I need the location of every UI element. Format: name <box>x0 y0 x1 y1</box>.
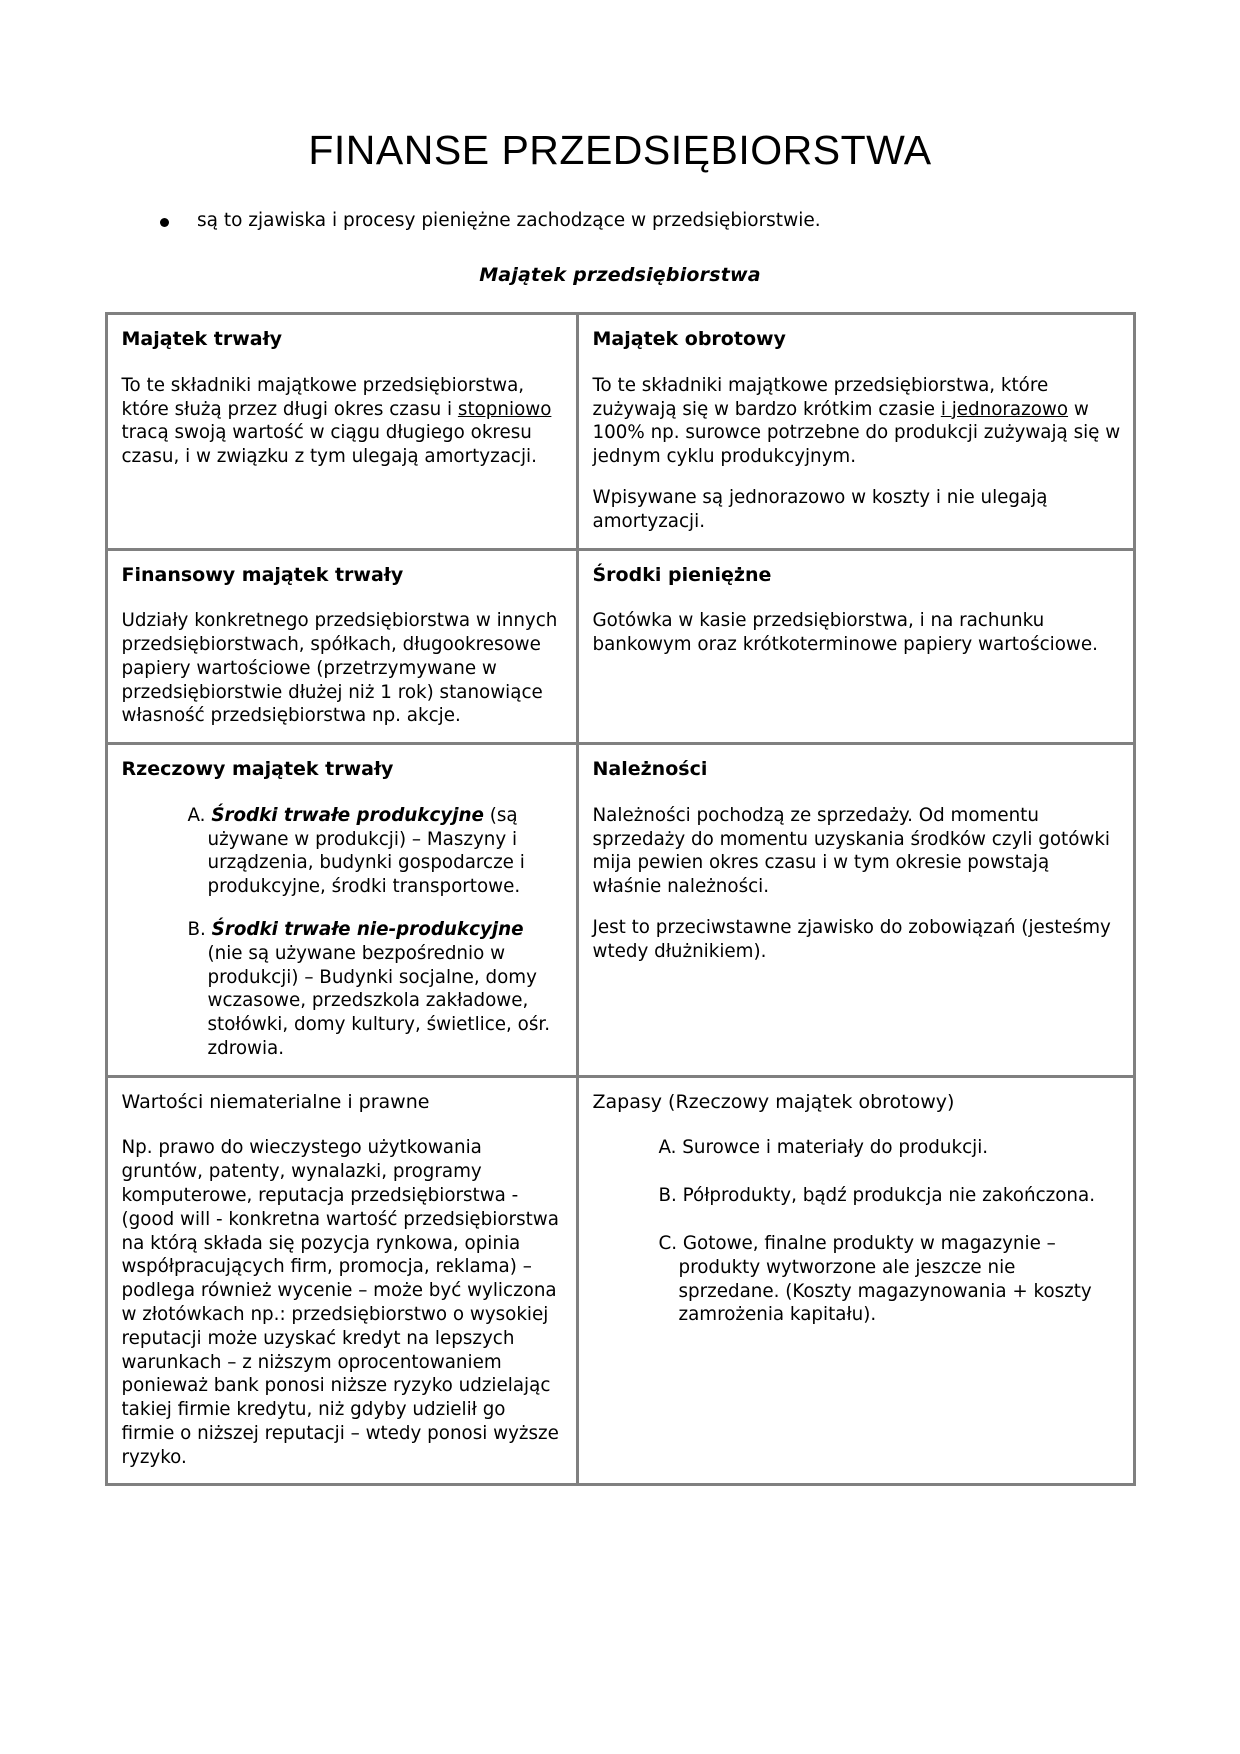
text-run: Należności pochodzą ze sprzedaży. Od momentu sprzedaży do momentu uzyskania środków czyli gotówki mija pewien okres czasu i w tym okresie powstają właśnie należności. <box>592 804 1110 898</box>
text-run: w 100% np. surowce potrzebne do produkcji zużywają się w jednym cyklu produkcyjnym. <box>592 398 1121 468</box>
cell-paragraph <box>593 609 1121 657</box>
text-run: Udziały konkretnego przedsiębiorstwa w innych przedsiębiorstwach, spółkach, długookresowe papiery wartościowe (przetrzymywane w przedsiębiorstwie dłużej niż 1 rok) stanowiące własność przedsiębiorstwa np. akcje. <box>121 610 558 727</box>
table-row <box>106 1076 1134 1485</box>
list-item <box>659 1184 1121 1208</box>
emphasized-term: Środki trwałe produkcyjne <box>211 804 484 826</box>
cell-paragraph <box>593 804 1121 899</box>
underlined-text: i jednorazowo <box>940 398 1069 420</box>
text-run: Półprodukty, bądź produkcja nie zakończona. <box>676 1185 1096 1207</box>
intro-bullet-text: są to zjawiska i procesy pieniężne zachodzące w przedsiębiorstwie. <box>197 210 821 232</box>
text-run: Surowce i materiały do produkcji. <box>676 1137 989 1159</box>
cell-heading: Środki pieniężne <box>592 563 772 586</box>
cell-majatek-obrotowy <box>577 314 1134 549</box>
section-subtitle: Majątek przedsiębiorstwa <box>479 264 761 287</box>
cell-finansowy-majatek-trwaly <box>106 549 577 744</box>
list-item-label: B. <box>658 1185 677 1207</box>
cell-paragraph <box>593 374 1121 469</box>
text-run: To te składniki majątkowe przedsiębiorstwa, które zużywają się w bardzo krótkim czasie <box>592 374 1049 420</box>
cell-heading: Należności <box>592 758 708 781</box>
list-item <box>659 1232 1121 1327</box>
assets-comparison-table <box>105 312 1136 1486</box>
text-run: Jest to przeciwstawne zjawisko do zobowiązań (jesteśmy wtedy dłużnikiem). <box>592 917 1111 962</box>
cell-paragraph <box>122 374 564 469</box>
text-run: Wpisywane są jednorazowo w koszty i nie ulegają amortyzacji. <box>592 486 1048 532</box>
text-run: To te składniki majątkowe przedsiębiorstwa, które służą przez długi okres czasu i <box>121 374 525 420</box>
table-body <box>106 314 1134 1485</box>
cell-paragraph <box>122 609 564 728</box>
bullet-dot-icon <box>160 218 169 227</box>
table-row <box>106 549 1134 744</box>
list-item-label: C. <box>658 1233 678 1255</box>
text-run: Np. prawo do wieczystego użytkowania gruntów, patenty, wynalazki, programy komputerowe, reputacja przedsiębiorstwa - (good will - konkretna wartość przedsiębiorstwa na którą składa się pozycja rynkowa, opinia współpracujących firm, promocja, reklama) – podlega również wycenie – może być wyliczona w złotówkach np.: przedsiębiorstwo o wysokiej reputacji może uzyskać kredyt na lepszych warunkach – z niższym oprocentowaniem ponieważ bank ponosi niższe ryzyko udzielając takiej firmie kredytu, niż gdyby udzielił go firmie o niższej reputacji – wtedy ponosi wyższe ryzyko. <box>121 1137 559 1468</box>
cell-paragraph <box>593 486 1121 534</box>
emphasized-term: Środki trwałe nie-produkcyjne <box>211 919 524 941</box>
text-run: Gotówka w kasie przedsiębiorstwa, i na rachunku bankowym oraz krótkoterminowe papiery wartościowe. <box>592 610 1098 656</box>
cell-heading: Wartości niematerialne i prawne <box>121 1090 430 1113</box>
underlined-text: stopniowo <box>457 398 552 420</box>
list-item <box>188 918 564 1061</box>
table-row <box>106 744 1134 1077</box>
cell-wartosci-niematerialne-i-prawne <box>106 1076 577 1485</box>
cell-heading: Majątek trwały <box>121 328 283 351</box>
text-run: Gotowe, finalne produkty w magazynie – produkty wytworzone ale jeszcze nie sprzedane. (Koszty magazynowania + koszty zamrożenia kapitału). <box>677 1233 1092 1326</box>
page-title: FINANSE PRZEDSIĘBIORSTWA <box>308 127 932 173</box>
intro-bullet-item <box>0 209 1240 234</box>
text-run: (nie są używane bezpośrednio w produkcji) – Budynki socjalne, domy wczasowe, przedszkola zakładowe, stołówki, domy kultury, świetlice, ośr. zdrowia. <box>207 942 551 1059</box>
cell-naleznosci <box>577 744 1134 1077</box>
table-row <box>106 314 1134 549</box>
text-run: (są używane w produkcji) – Maszyny i urządzenia, budynki gospodarcze i produkcyjne, środki transportowe. <box>207 804 525 898</box>
list-item-label: A. <box>658 1137 677 1159</box>
cell-zapasy <box>577 1076 1134 1485</box>
cell-heading: Zapasy (Rzeczowy majątek obrotowy) <box>592 1090 955 1113</box>
text-run: tracą swoją wartość w ciągu długiego okresu czasu, i w związku z tym ulegają amortyzacji. <box>121 422 537 468</box>
cell-heading: Rzeczowy majątek trwały <box>121 758 394 781</box>
cell-rzeczowy-majatek-trwaly <box>106 744 577 1077</box>
list-item <box>659 1136 1121 1160</box>
cell-heading: Finansowy majątek trwały <box>121 563 404 586</box>
cell-srodki-pieniezne <box>577 549 1134 744</box>
lettered-list <box>593 1136 1121 1327</box>
lettered-list <box>122 804 564 1061</box>
list-item-label: A. <box>187 804 206 826</box>
cell-heading: Majątek obrotowy <box>592 328 786 351</box>
cell-paragraph <box>593 916 1121 964</box>
cell-majatek-trwaly <box>106 314 577 549</box>
cell-paragraph <box>122 1136 564 1469</box>
list-item-label: B. <box>187 919 206 941</box>
list-item <box>188 804 564 899</box>
